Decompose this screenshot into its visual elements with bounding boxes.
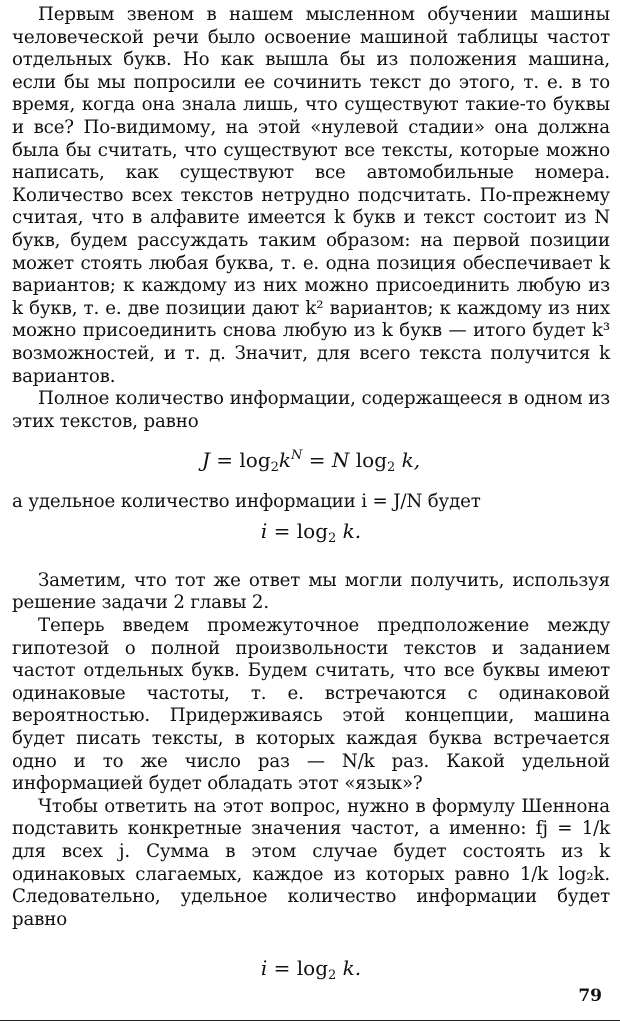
- paragraph-2: Полное количество информации, содержащееся в одном из этих текстов, равно: [12, 388, 610, 432]
- formula-j-eq: =: [216, 448, 234, 473]
- paragraph-4: Заметим, что тот же ответ мы могли получить, используя решение задачи 2 главы 2.: [12, 569, 610, 614]
- formula-j-mid-eq: =: [308, 448, 326, 473]
- formula-i1-eq: =: [273, 518, 291, 543]
- formula-i2-log: log: [296, 956, 328, 981]
- formula-i1-log: log: [296, 518, 328, 543]
- formula-i1-arg: k.: [342, 518, 362, 543]
- formula-i1-base: 2: [328, 530, 337, 546]
- formula-total-information: [12, 447, 610, 476]
- formula-i2-lhs: i: [260, 956, 268, 981]
- formula-specific-information: [12, 518, 610, 544]
- formula-j-coef: N: [331, 448, 350, 473]
- formula-j-base: 2: [270, 460, 279, 476]
- formula-j-arg: k: [278, 448, 292, 473]
- formula-j-lhs: J: [201, 448, 210, 473]
- paragraph-5: Теперь введем промежуточное предположение между гипотезой о полной произвольности текстов и заданием частот отдельных букв. Будем считать, что все буквы имеют одинаковые частоты, т. е. встречаются с одинаковой вероятностью. Придерживаясь этой концепции, машина будет писать тексты, в которых каждая буква встречается одно и то же число раз — N/k раз. Какой удельной информацией будет обладать этот «язык»?: [12, 615, 610, 795]
- formula-j-log: log: [239, 448, 271, 473]
- formula-i2-arg: k.: [342, 956, 362, 981]
- formula-j-base2: 2: [387, 460, 396, 476]
- formula-j-arg2: k,: [401, 448, 421, 473]
- formula-equal-frequency-information: [12, 955, 610, 984]
- formula-i1-lhs: i: [260, 518, 268, 543]
- page-number: 79: [578, 986, 602, 1006]
- paragraph-1: Первым звеном в нашем мысленном обучении машины человеческой речи было освоение машиной таблицы частот отдельных букв. Но как вышла бы из положения машина, если бы мы попросили ее сочинить текст до этого, т. е. в то время, когда она знала лишь, что существуют такие-то буквы и все? По-видимому, на этой «нулевой стадии» она должна была бы считать, что существуют все тексты, которые можно написать, как существуют все автомобильные номера. Количество всех текстов нетрудно подсчитать. По-прежнему считая, что в алфавите имеется k букв и текст состоит из N букв, будем рассуждать таким образом: на первой позиции может стоять любая буква, т. е. одна позиция обеспечивает k вариантов; к каждому из них можно присоединить любую из k букв, т. е. две позиции дают k² вариантов; к каждому из них можно присоединить снова любую из k букв — итого будет k³ возможностей, и т. д. Значит, для всего текста получится k вариантов.: [12, 4, 610, 387]
- paragraph-6: Чтобы ответить на этот вопрос, нужно в формулу Шеннона подставить конкретные значения частот, а именно: fj = 1/k для всех j. Сумма в этом случае будет состоять из k одинаковых слагаемых, каждое из которых равно 1/k log₂k. Следовательно, удельное количество информации будет равно: [12, 795, 610, 930]
- paragraph-3: а удельное количество информации i = J/N будет: [12, 491, 481, 513]
- formula-i2-eq: =: [273, 956, 291, 981]
- formula-j-exp: N: [291, 448, 303, 464]
- formula-j-log2: log: [355, 448, 387, 473]
- bottom-rule: [0, 1020, 620, 1021]
- formula-i2-base: 2: [328, 968, 337, 984]
